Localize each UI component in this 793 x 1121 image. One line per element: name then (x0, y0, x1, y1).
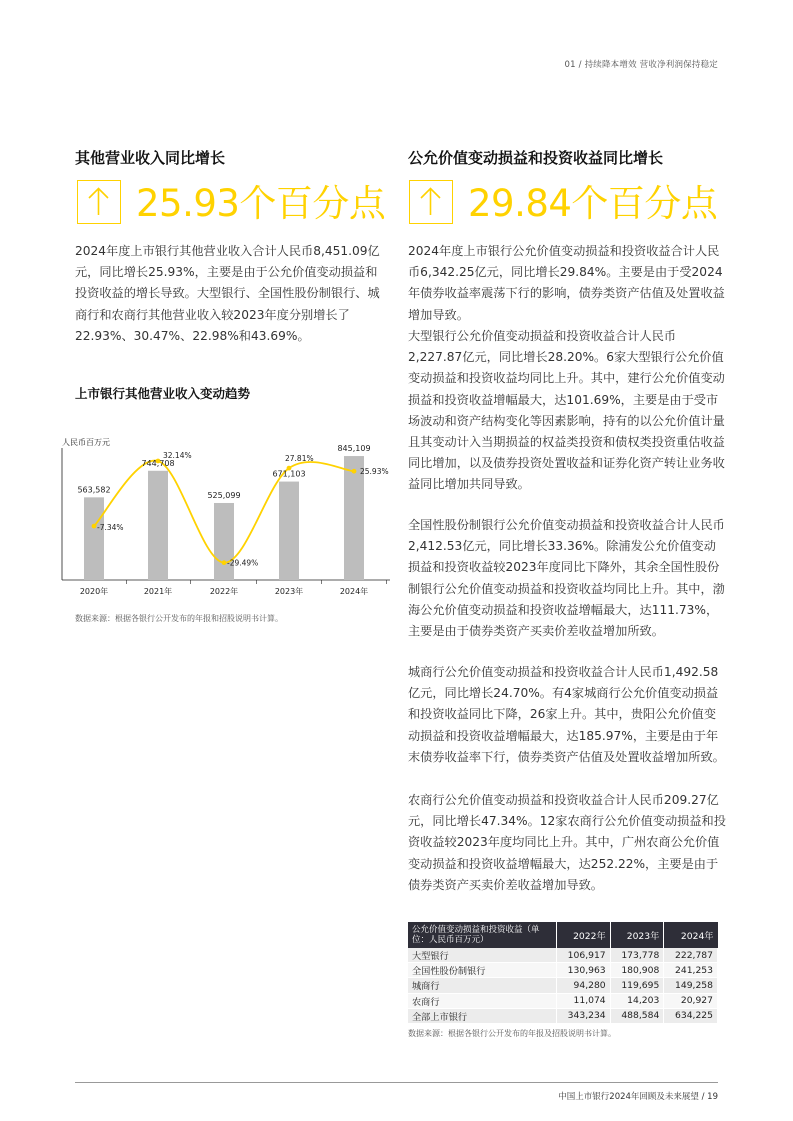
other-income-chart (56, 430, 396, 605)
page-header: 01 / 持续降本增效 营收净利润保持稳定 (564, 60, 718, 70)
table-cell: 173,778 (610, 948, 664, 963)
table-cell: 634,225 (664, 1008, 718, 1023)
right-paragraph-2: 大型银行公允价值变动损益和投资收益合计人民币2,227.87亿元，同比增长28.20%。6家大型银行公允价值变动损益和投资收益均同比上升。其中，建行公允价值变动损益和投资收益增幅最大，达101.69%，主要是由于受市场波动和资产结构变化等因素影响，持有的以公允价值计量且其变动计入当期损益的权益类投资和债权类投资重估收益同比增加，以及债券投资处置收益和证券化资产转让业务收益同比增加共同导致。 (408, 329, 725, 492)
table-cell: 488,584 (610, 1008, 664, 1023)
right-heading: 公允价值变动损益和投资收益同比增长 (408, 149, 664, 167)
left-source: 数据来源：根据各银行公开发布的年报和招股说明书计算。 (75, 614, 283, 623)
right-paragraph-5: 农商行公允价值变动损益和投资收益合计人民币209.27亿元，同比增长47.34%。12家农商行公允价值变动损益和投资收益较2023年度均同比上升。其中，广州农商公允价值变动损益和投资收益增幅最大，达252.22%，主要是由于债券类资产买卖价差收益增加导致。 (408, 793, 726, 892)
table-cell: 119,695 (610, 978, 664, 993)
page-footer: 中国上市银行2024年回顾及未来展望 / 19 (558, 1092, 718, 1102)
table-cell: 20,927 (664, 993, 718, 1008)
growth-point (92, 524, 97, 529)
right-big-number: 29.84个百分点 (468, 182, 718, 225)
bar (279, 482, 299, 580)
table-cell: 全部上市银行 (408, 1008, 557, 1023)
x-tick-label: 2024年 (339, 587, 369, 596)
table-header-year: 2024年 (664, 922, 718, 948)
bar (214, 503, 234, 580)
right-paragraph-4: 城商行公允价值变动损益和投资收益合计人民币1,492.58亿元，同比增长24.70%。有4家城商行公允价值变动损益和投资收益同比下降，26家上升。其中，贵阳公允价值变动损益和投资收益增幅最大，达185.97%，主要是由于年末债券收益率下行，债券类资产估值及处置收益增加所致。 (408, 665, 725, 764)
chart-unit-label: 人民币百万元 (62, 438, 110, 447)
bar-value-label: 563,582 (77, 485, 111, 495)
chart-title: 上市银行其他营业收入变动趋势 (75, 386, 251, 401)
table-cell: 130,963 (557, 963, 611, 978)
growth-point (352, 469, 357, 474)
fair-value-table (408, 922, 718, 1024)
right-paragraph-1: 2024年度上市银行公允价值变动损益和投资收益合计人民币6,342.25亿元，同比增长29.84%。主要是由于受2024年债券收益率震荡下行的影响，债券类资产估值及处置收益增加导致。 (408, 244, 725, 322)
table-header-year: 2023年 (610, 922, 664, 948)
growth-rate-label: -29.49% (227, 558, 259, 568)
bar (148, 471, 168, 580)
table-cell: 全国性股份制银行 (408, 963, 557, 978)
bar (84, 497, 104, 580)
left-big-number: 25.93个百分点 (136, 182, 386, 225)
x-tick-label: 2023年 (274, 587, 304, 596)
x-tick-label: 2022年 (209, 587, 239, 596)
right-source: 数据来源：根据各银行公开发布的年报及招股说明书计算。 (408, 1029, 616, 1038)
table-cell: 农商行 (408, 993, 557, 1008)
growth-rate-label: 32.14% (163, 450, 192, 460)
table-cell: 94,280 (557, 978, 611, 993)
x-tick-label: 2020年 (79, 587, 109, 596)
growth-rate-label: 27.81% (285, 454, 314, 464)
bar-value-label: 845,109 (337, 444, 371, 454)
table-cell: 241,253 (664, 963, 718, 978)
table-cell: 180,908 (610, 963, 664, 978)
table-header-label: 公允价值变动损益和投资收益（单位：人民币百万元） (408, 922, 557, 948)
bar-value-label: 671,103 (272, 469, 306, 479)
table-cell: 343,234 (557, 1008, 611, 1023)
bar-value-label: 744,708 (141, 458, 175, 468)
up-arrow-icon (409, 180, 453, 224)
up-arrow-icon (77, 180, 121, 224)
table-row (408, 993, 718, 1008)
table-cell: 14,203 (610, 993, 664, 1008)
x-tick-label: 2021年 (143, 587, 173, 596)
right-paragraph-3: 全国性股份制银行公允价值变动损益和投资收益合计人民币2,412.53亿元，同比增长33.36%。除浦发公允价值变动损益和投资收益较2023年度同比下降外，其余全国性股份制银行公允价值变动损益和投资收益均同比上升。其中，渤海公允价值变动损益和投资收益增幅最大，达111.73%，主要是由于债券类资产买卖价差收益增加所致。 (408, 518, 725, 639)
table-row (408, 1008, 718, 1023)
table-cell: 106,917 (557, 948, 611, 963)
table-header-row (408, 922, 718, 948)
table-row (408, 948, 718, 963)
bar-value-label: 525,099 (207, 490, 241, 500)
table-cell: 大型银行 (408, 948, 557, 963)
table-cell: 城商行 (408, 978, 557, 993)
table-cell: 222,787 (664, 948, 718, 963)
growth-rate-label: 25.93% (360, 467, 389, 477)
left-paragraph: 2024年度上市银行其他营业收入合计人民币8,451.09亿元，同比增长25.93%，主要是由于公允价值变动损益和投资收益的增长导致。大型银行、全国性股份制银行、城商行和农商行其他营业收入较2023年度分别增长了22.93%、30.47%、22.98%和43.69%。 (75, 244, 380, 343)
table-cell: 149,258 (664, 978, 718, 993)
footer-divider (75, 1082, 718, 1083)
left-heading: 其他营业收入同比增长 (75, 149, 226, 167)
growth-point (222, 560, 227, 565)
table-row (408, 963, 718, 978)
growth-rate-label: -7.34% (97, 523, 124, 533)
table-cell: 11,074 (557, 993, 611, 1008)
table-row (408, 978, 718, 993)
table-header-year: 2022年 (557, 922, 611, 948)
